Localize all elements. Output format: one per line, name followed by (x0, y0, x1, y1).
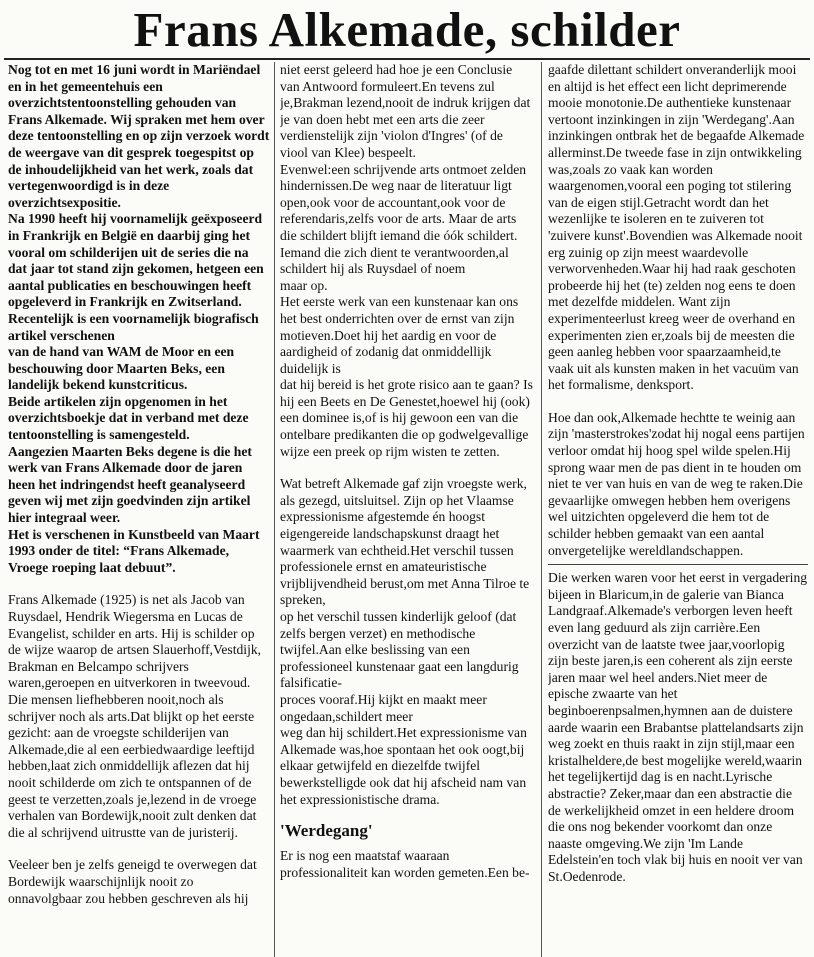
body-paragraph: weg dan hij schildert.Het expressionisme van Alkemade was,hoe spontaan het ook oogt,bij elkaar getwijfeld en diezelfde twijfel bewerkstelligde ook dat hij afscheid nam van het expressionistische drama. (280, 725, 527, 807)
body-paragraph: maar op. (280, 277, 328, 293)
intro-paragraph: Na 1990 heeft hij voornamelijk geëxposeerd in Frankrijk en België en daarbij ging het vooral om schilderijen uit de series die na dat jaar tot stand zijn gekomen, hetgeen een aantal publicaties en beschouwingen heeft opgeleverd in Frankrijk en Zwitserland. (8, 211, 264, 310)
body-paragraph: Die werken waren voor het eerst in vergadering bijeen in Blaricum,in de galerie van Bianca Landgraaf.Alkemade's verborgen leven heeft even lang geduurd als zijn carrière.Een overzicht van de laatste twee jaar,voorlopig zijn beste jaren,is een coherent als zijn eerste jaren maar wel heel anders.Niet meer de epische zwaarte van het beginboerenpsalmen,hymnen aan de duistere aarde waarin een Brabantse plattelandsarts zijn weg zoekt en thuis raakt in zijn stijl,maar een kristalheldere,de best mogelijke wereld,waarin het tegelijkertijd dag is en nacht.Lyrische abstractie? Zeker,maar dan een abstractie die de werkelijkheid omzet in een heldere droom die ons nog bekender voorkomt dan onze naaste omgeving.We zijn 'Im Lande Edelstein'en toch vlak bij huis en nooit ver van St.Oedenrode. (548, 570, 808, 884)
headline-rule (4, 58, 810, 60)
body-paragraph: Frans Alkemade (1925) is net als Jacob van Ruysdael, Hendrik Wiegersma en Lucas de Evangelist, schilder en arts. Hij is schilder op de wijze waarop de artsen Slauerhoff,Vestdijk, Brakman en Belcampo schrijvers waren,geroepen en uitverkoren in tweevoud. Die mensen liefhebberen nooit,noch als schrijver noch als arts.Dat blijkt op het eerste gezicht: aan de vroegste schilderijen van Alkemade,die al een eerbiedwaardige leeftijd hebben,laat zich onmiddellijk aflezen dat hij nooit schilderde om zich te ontspannen of de geest te verzetten,zoals je,lezend in de vroege verhalen van Bordewijk,nooit zult denken dat die al schrijvend uitrustte van de juristerij. (8, 592, 262, 840)
body-paragraph: Evenwel:een schrijvende arts ontmoet zelden hindernissen.De weg naar de literatuur ligt open,ook voor de accountant,ook voor de referendaris,zelfs voor de arts. Maar de arts die schildert blijft iemand die óók schildert. Iemand die zich dient te verantwoorden,al schildert hij als Ruysdael of noem (280, 161, 527, 277)
body-paragraph: Wat betreft Alkemade gaf zijn vroegste werk, als gezegd, uitsluitsel. Zijn op het Vlaamse expressionisme afgestemde én hoogst eigengereide landschapskunst draagt het waarmerk van echtheid.Het verschil tussen professionele ernst en amateuristische vrijblijvendheid berust,om met Anna Tilroe te spreken, (280, 476, 530, 608)
intro-block (8, 62, 270, 576)
body-paragraph: Hoe dan ook,Alkemade hechtte te weinig aan zijn 'masterstrokes'zodat hij nogal eens partijen verloor omdat hij hoog spel wilde spelen.Hij sprong waar men de pas dient in te houden om niet te ver van huis en van de weg te raken.Die gevaarlijke omwegen hebben hem overigens wel uitzichten opgeleverd die hem tot de schilder hebben gemaakt van een aantal onvergetelijke wereldlandschappen. (548, 409, 805, 558)
headline: Frans Alkemade, schilder (133, 2, 681, 57)
body-paragraph: dat hij bereid is het grote risico aan te gaan? Is hij een Beets en De Genestet,hoewel hij (ook) een dominee is,of is hij gewoon een van die ontelbare predikanten die op godwelgevallige wijze een preek op rijm wisten te zetten. (280, 377, 533, 459)
column-divider (541, 62, 542, 957)
body-paragraph: Het eerste werk van een kunstenaar kan ons het best onderrichten over de ernst van zijn motieven.Doet hij het aardig en voor de aardigheid of zodanig dat onmiddellijk duidelijk is (280, 294, 519, 376)
intro-paragraph: Beide artikelen zijn opgenomen in het overzichtsboekje dat in verband met deze tentoonstelling is samengesteld. (8, 393, 249, 443)
section-subheading: 'Werdegang' (280, 821, 373, 841)
body-paragraph: Veeleer ben je zelfs geneigd te overwegen dat Bordewijk waarschijnlijk nooit zo onnavolgbaar zou hebben geschreven als hij (8, 857, 257, 906)
body-paragraph: proces vooraf.Hij kijkt en maakt meer ongedaan,schildert meer (280, 691, 487, 724)
column-2 (280, 62, 534, 957)
body-paragraph: niet eerst geleerd had hoe je een Conclusie van Antwoord formuleert.En tevens zul je,Brakman lezend,nooit de indruk krijgen dat je van doen hebt met een arts die zeer verdienstelijk zijn 'violon d'Ingres' (of de viool van Klee) bespeelt. (280, 62, 531, 160)
column-3 (548, 62, 808, 957)
intro-paragraph: van de hand van WAM de Moor en een beschouwing door Maarten Beks, een landelijk bekend kunstcriticus. (8, 344, 235, 393)
paragraph-divider (548, 564, 808, 565)
body-paragraph: op het verschil tussen kinderlijk geloof (dat zelfs bergen verzet) en methodische twijfel.Aan elke beslissing van een professioneel kunstenaar gaat een langdurig falsificatie- (280, 609, 519, 691)
intro-paragraph: Aangezien Maarten Beks degene is die het werk van Frans Alkemade door de jaren heen het indringendst heeft geanalyseerd geven wij met zijn goedvinden zijn artikel hier integraal weer. (8, 443, 252, 526)
body-paragraph: gaafde dilettant schildert onveranderlijk mooi en altijd is het effect een licht deprimerende mooie monotonie.De authentieke kunstenaar vertoont inzinkingen in zijn 'Werdegang'.Aan inzinkingen ontbrak het de begaafde Alkemade allerminst.De tweede fase in zijn ontwikkeling was,zoals zo vaak kan worden waargenomen,vooral een poging tot stilering van de eigen stijl.Getracht wordt dan het wezenlijke te isoleren en te zuiveren tot 'zuivere kunst'.Bovendien was Alkemade nooit erg zuinig op zijn meest waardevolle verworvenheden.Waar hij had raak geschoten probeerde hij het (te) zelden nog eens te doen met dezelfde middelen. Want zijn experimenteerlust kreeg weer de overhand en experimenten zien er,zoals bij de meesten die geen aanleg hebben voor spaarzaamheid,te vaak uit als kunsten maken in het vacuüm van het formalisme, denksport. (548, 62, 805, 393)
body-paragraph: Er is nog een maatstaf waaraan professionaliteit kan worden gemeten.Een be- (280, 848, 530, 880)
intro-paragraph: Recentelijk is een voornamelijk biografisch artikel verschenen (8, 310, 259, 343)
column-1 (8, 62, 270, 957)
intro-paragraph: Nog tot en met 16 juni wordt in Mariëndael en in het gemeentehuis een overzichtstentoonstelling gehouden van Frans Alkemade. Wij spraken met hem over deze tentoonstelling en op zijn verzoek wordt de weergave van dit gesprek toegespitst op de inhoudelijkheid van het werk, zoals dat vertegenwoordigd is in deze overzichtsexpositie. (8, 62, 270, 210)
column-divider (274, 62, 275, 957)
intro-paragraph: Het is verschenen in Kunstbeeld van Maart 1993 onder de titel: “Frans Alkemade, Vroege roeping laat debuut”. (8, 526, 260, 575)
